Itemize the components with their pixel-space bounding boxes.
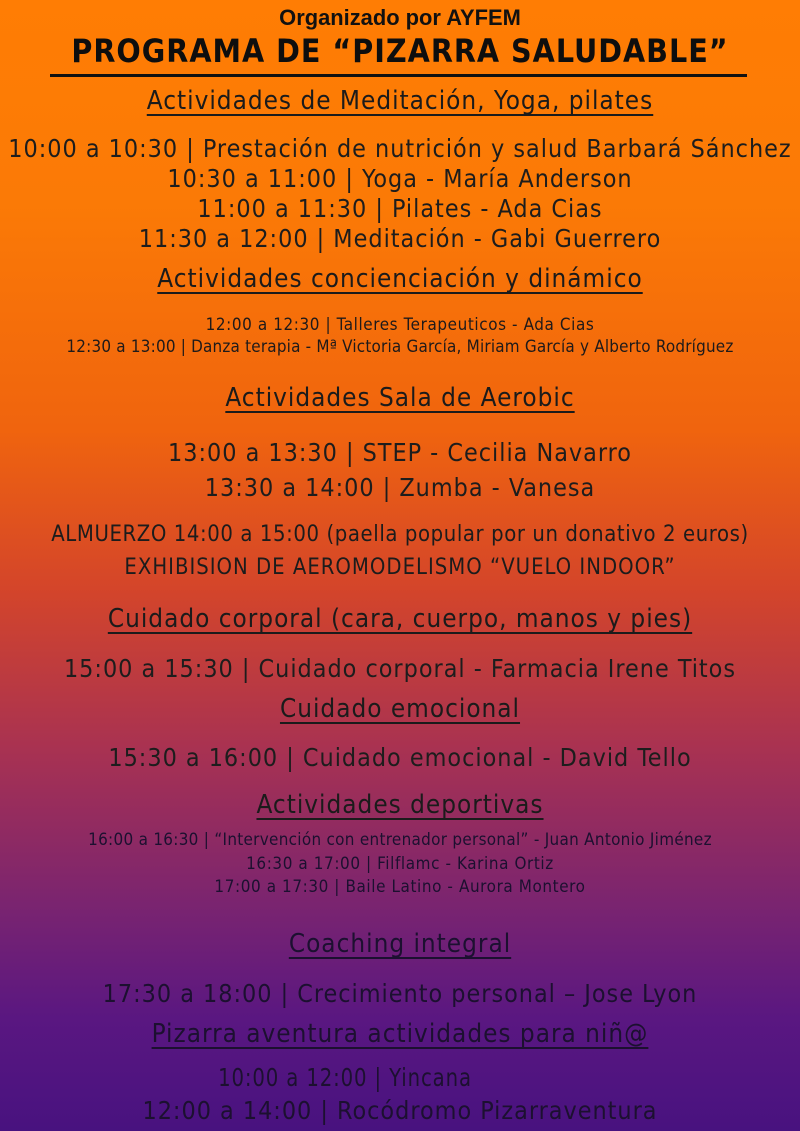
schedule-item: 16:00 a 16:30 | “Intervención con entrenador personal” - Juan Antonio Jiménez (88, 830, 712, 850)
schedule-item: 11:00 a 11:30 | Pilates - Ada Cias (197, 194, 603, 223)
program-title: PROGRAMA DE “PIZARRA SALUDABLE” (71, 32, 729, 70)
schedule-item: 17:30 a 18:00 | Crecimiento personal – Jose Lyon (102, 979, 698, 1008)
schedule-item: 12:00 a 14:00 | Rocódromo Pizarraventura (142, 1096, 658, 1125)
title-underline (50, 74, 747, 77)
section-heading-aerobic: Actividades Sala de Aerobic (225, 383, 575, 413)
section-heading-concienciacion: Actividades concienciación y dinámico (157, 264, 643, 294)
schedule-item: 10:00 a 12:00 | Yincana (218, 1063, 472, 1092)
section-heading-coaching: Coaching integral (288, 929, 512, 959)
schedule-item: 10:00 a 10:30 | Prestación de nutrición y salud Barbará Sánchez (8, 134, 792, 163)
exhibition-line: EXHIBISION DE AEROMODELISMO “VUELO INDOOR” (124, 555, 676, 580)
schedule-item: 16:30 a 17:00 | Filflamc - Karina Ortiz (246, 854, 554, 874)
section-heading-aventura: Pizarra aventura actividades para niñ@ (151, 1019, 649, 1049)
schedule-item: 11:30 a 12:00 | Meditación - Gabi Guerrero (138, 224, 662, 253)
section-heading-meditacion: Actividades de Meditación, Yoga, pilates (146, 86, 654, 116)
lunch-line: ALMUERZO 14:00 a 15:00 (paella popular por un donativo 2 euros) (51, 522, 749, 547)
schedule-item: 17:00 a 17:30 | Baile Latino - Aurora Montero (214, 877, 586, 897)
schedule-item: 15:30 a 16:00 | Cuidado emocional - David Tello (108, 743, 692, 772)
schedule-item: 12:00 a 12:30 | Talleres Terapeuticos - Ada Cias (205, 315, 595, 335)
schedule-item: 12:30 a 13:00 | Danza terapia - Mª Victoria García, Miriam García y Alberto Rodríguez (66, 337, 734, 357)
schedule-item: 13:30 a 14:00 | Zumba - Vanesa (204, 473, 596, 502)
organizer-line: Organizado por AYFEM (279, 5, 521, 30)
schedule-item: 10:30 a 11:00 | Yoga - María Anderson (167, 164, 633, 193)
schedule-item: 15:00 a 15:30 | Cuidado corporal - Farmacia Irene Titos (63, 654, 737, 683)
schedule-item: 13:00 a 13:30 | STEP - Cecilia Navarro (168, 438, 632, 467)
section-heading-corporal: Cuidado corporal (cara, cuerpo, manos y pies) (107, 604, 693, 634)
section-heading-deportivas: Actividades deportivas (256, 790, 544, 820)
section-heading-emocional: Cuidado emocional (279, 694, 521, 724)
